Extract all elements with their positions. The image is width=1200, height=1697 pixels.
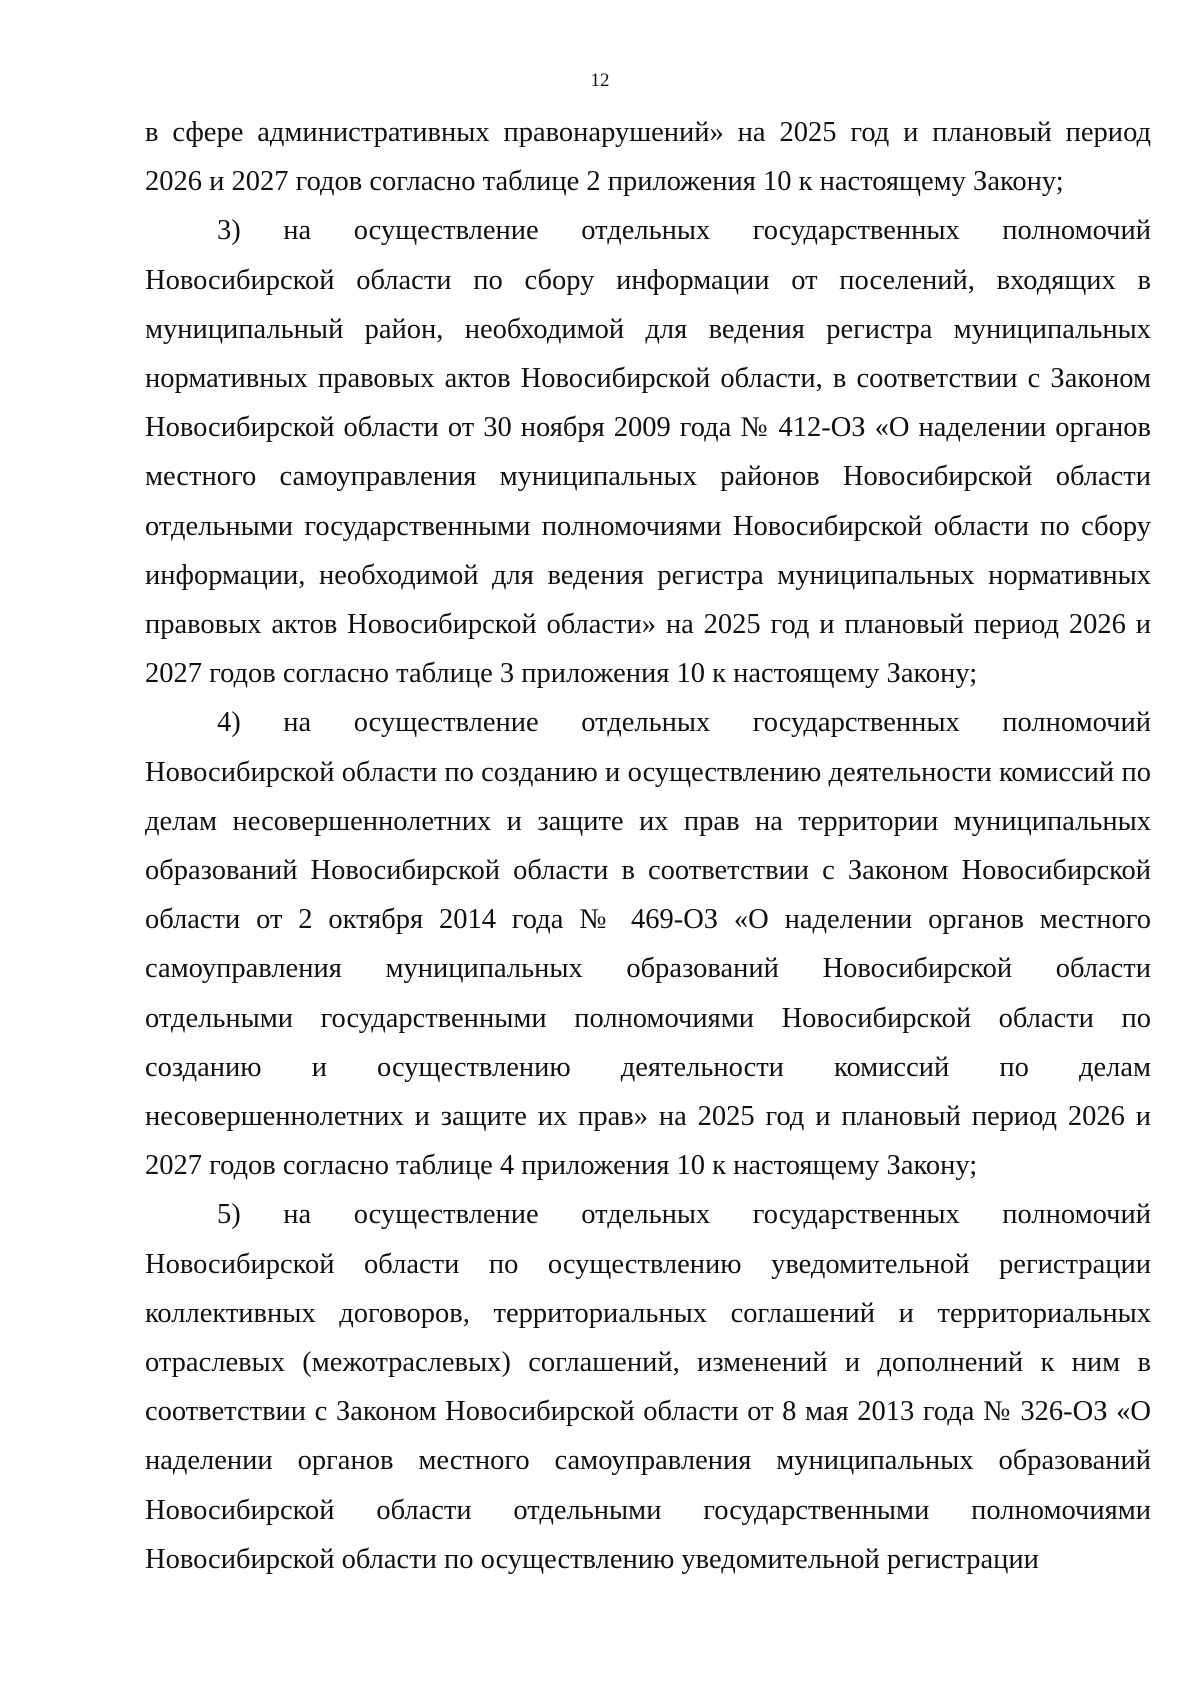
page-number: 12	[590, 70, 610, 91]
paragraph-item-4: 4) на осуществление отдельных государственных полномочий Новосибирской области по созданию и осуществлению деятельности комиссий по делам несовершеннолетних и защите их прав на территории муниципальных образований Новосибирской области в соответствии с Законом Новосибирской области от 2 октября 2014 года № 469-ОЗ «О наделении органов местного самоуправления муниципальных образований Новосибирской области отдельными государственными полномочиями Новосибирской области по созданию и осуществлению деятельности комиссий по делам несовершеннолетних и защите их прав» на 2025 год и плановый период 2026 и 2027 годов согласно таблице 4 приложения 10 к настоящему Закону;	[145, 707, 1151, 1182]
document-body	[145, 108, 1151, 1584]
paragraph-item-3: 3) на осуществление отдельных государственных полномочий Новосибирской области по сбору информации от поселений, входящих в муниципальный район, необходимой для ведения регистра муниципальных нормативных правовых актов Новосибирской области, в соответствии с Законом Новосибирской области от 30 ноября 2009 года № 412-ОЗ «О наделении органов местного самоуправления муниципальных районов Новосибирской области отдельными государственными полномочиями Новосибирской области по сбору информации, необходимой для ведения регистра муниципальных нормативных правовых актов Новосибирской области» на 2025 год и плановый период 2026 и 2027 годов согласно таблице 3 приложения 10 к настоящему Закону;	[145, 215, 1151, 690]
paragraph-item-5: 5) на осуществление отдельных государственных полномочий Новосибирской области по осуществлению уведомительной регистрации коллективных договоров, территориальных соглашений и территориальных отраслевых (межотраслевых) соглашений, изменений и дополнений к ним в соответствии с Законом Новосибирской области от 8 мая 2013 года № 326-ОЗ «О наделении органов местного самоуправления муниципальных образований Новосибирской области отдельными государственными полномочиями Новосибирской области по осуществлению уведомительной регистрации	[145, 1199, 1151, 1575]
paragraph-continuation: в сфере административных правонарушений» на 2025 год и плановый период 2026 и 2027 годов согласно таблице 2 приложения 10 к настоящему Закону;	[145, 117, 1151, 198]
